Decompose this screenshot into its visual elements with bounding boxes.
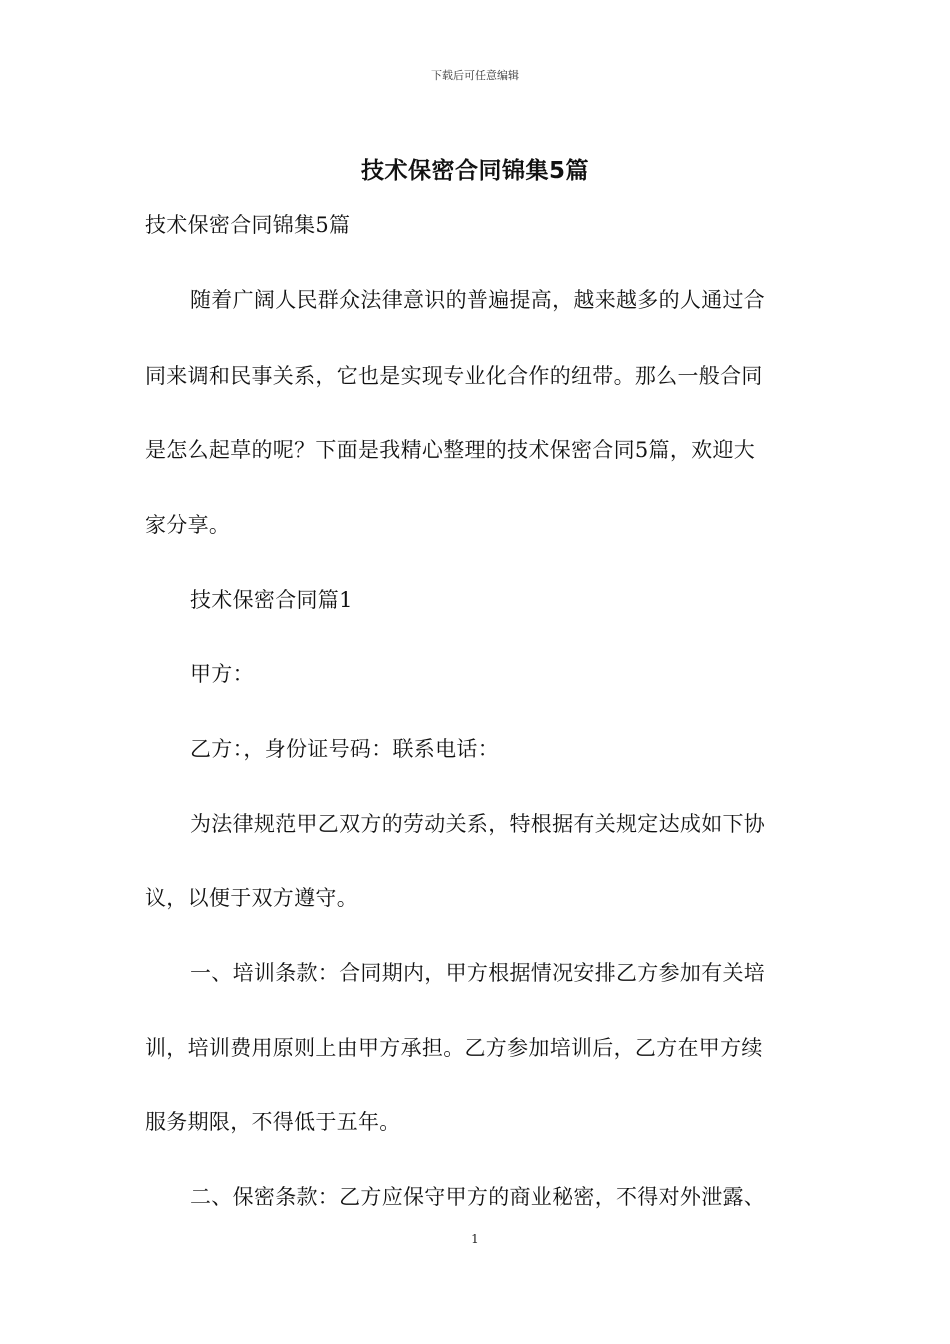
party-b-line: 乙方：，身份证号码：联系电话： <box>190 737 499 761</box>
document-title: 技术保密合同锦集5篇 <box>360 158 589 184</box>
clause-line: 训，培训费用原则上由甲方承担。乙方参加培训后，乙方在甲方续 <box>145 1036 763 1060</box>
paragraph-line: 同来调和民事关系，它也是实现专业化合作的纽带。那么一般合同 <box>145 364 763 388</box>
paragraph-line: 家分享。 <box>145 513 231 537</box>
header-note: 下载后可任意编辑 <box>431 69 519 82</box>
page-number: 1 <box>471 1232 479 1246</box>
clause-line: 服务期限，不得低于五年。 <box>145 1110 401 1134</box>
paragraph-line: 为法律规范甲乙双方的劳动关系，特根据有关规定达成如下协 <box>190 812 766 836</box>
clause-line: 一、培训条款：合同期内，甲方根据情况安排乙方参加有关培 <box>190 961 766 985</box>
clause-line: 二、保密条款：乙方应保守甲方的商业秘密，不得对外泄露、 <box>190 1185 766 1209</box>
party-a-line: 甲方： <box>190 662 254 686</box>
paragraph-line: 议，以便于双方遵守。 <box>145 886 358 910</box>
subtitle-line: 技术保密合同锦集5篇 <box>145 213 351 237</box>
paragraph-line: 是怎么起草的呢？下面是我精心整理的技术保密合同5篇，欢迎大 <box>145 438 756 462</box>
paragraph-line: 随着广阔人民群众法律意识的普遍提高，越来越多的人通过合 <box>190 288 766 312</box>
section-heading: 技术保密合同篇1 <box>190 588 353 612</box>
